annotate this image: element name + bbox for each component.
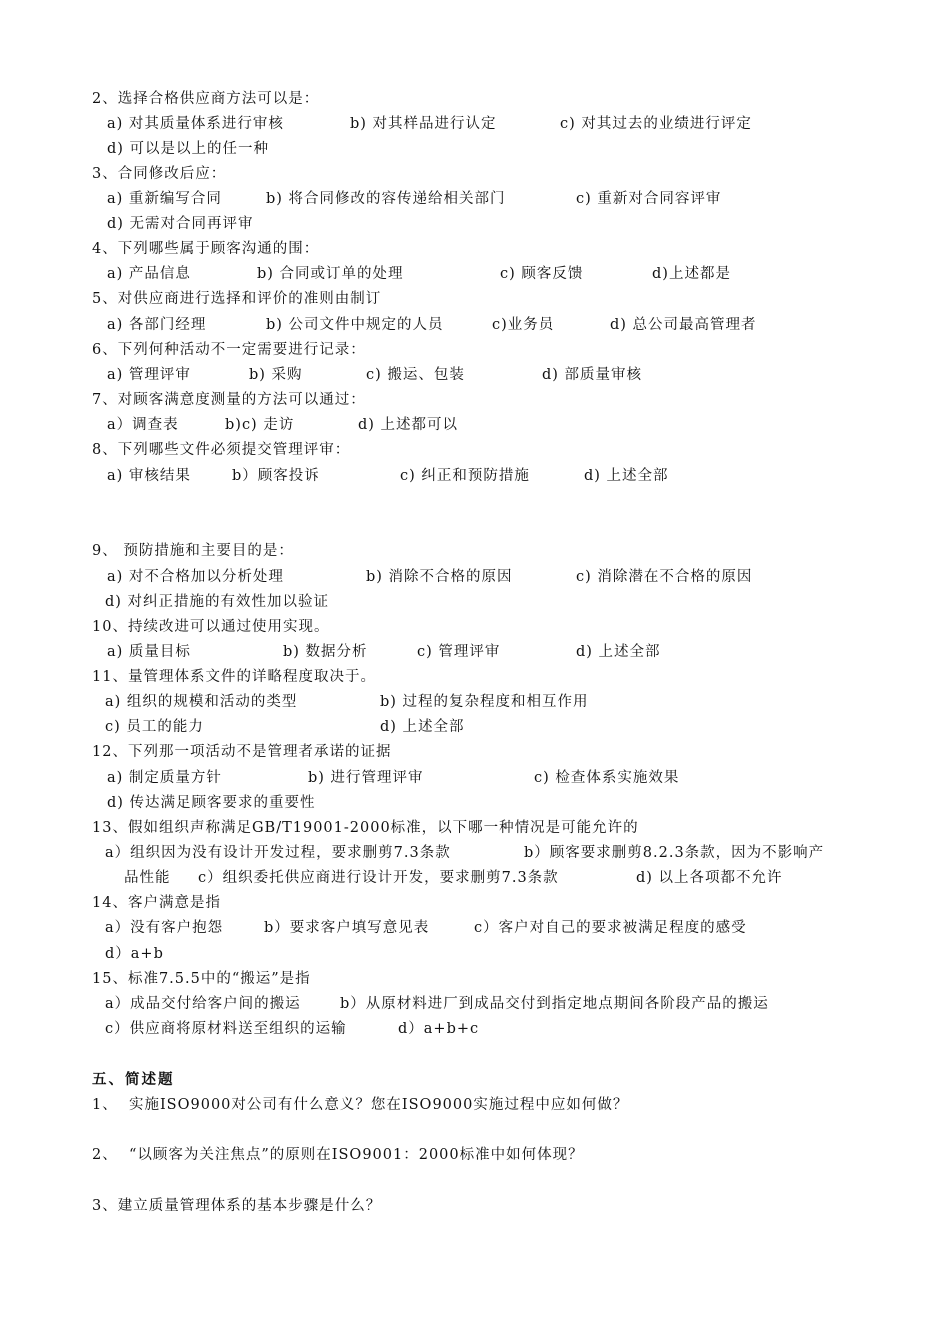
question-text: 3、合同修改后应： [92, 166, 227, 182]
question-2 [0, 88, 320, 110]
option-d: d) 可以是以上的任一种 [107, 141, 270, 157]
option-d: d) 上述都可以 [358, 417, 459, 433]
options-row [0, 1018, 480, 1040]
option-a: a) 各部门经理 [107, 317, 207, 333]
options-row [0, 138, 270, 160]
options-row [0, 263, 731, 285]
option-b-continued: 品性能 [124, 870, 171, 886]
option-c: c) 员工的能力 [105, 719, 204, 735]
option-d: d) 总公司最高管理者 [610, 317, 757, 333]
option-d: d) 上述全部 [584, 468, 669, 484]
option-a: a）没有客户抱怨 [105, 920, 224, 936]
option-c: c) 检查体系实施效果 [534, 770, 680, 786]
option-b: b) 消除不合格的原因 [366, 569, 513, 585]
option-c: c) 搬运、包装 [366, 367, 465, 383]
option-b: b) 将合同修改的容传递给相关部门 [266, 191, 506, 207]
question-text: 7、对顾客满意度测量的方法可以通过： [92, 392, 366, 408]
option-c: c)业务员 [492, 317, 555, 333]
option-a: a）成品交付给客户间的搬运 [105, 996, 301, 1012]
options-row [0, 314, 757, 336]
options-row [0, 792, 316, 814]
option-b: b）顾客要求删剪8.2.3条款，因为不影响产 [524, 845, 825, 861]
question-text: 14、客户满意是指 [92, 895, 221, 911]
essay-text: 3、建立质量管理体系的基本步骤是什么？ [92, 1198, 382, 1214]
question-text: 2、选择合格供应商方法可以是： [92, 91, 320, 107]
question-8 [0, 439, 351, 461]
options-row [0, 414, 459, 436]
question-12 [0, 741, 392, 763]
options-row [0, 591, 330, 613]
option-b: b) 过程的复杂程度和相互作用 [380, 694, 589, 710]
options-row [0, 113, 752, 135]
option-d: d) 部质量审核 [542, 367, 643, 383]
question-text: 4、下列哪些属于顾客沟通的围： [92, 241, 320, 257]
option-d: d) 以上各项都不允许 [636, 870, 783, 886]
option-b: b）要求客户填写意见表 [264, 920, 430, 936]
option-a: a）调查表 [107, 417, 179, 433]
option-b: b) 数据分析 [283, 644, 368, 660]
option-c: c）组织委托供应商进行设计开发，要求删剪7.3条款 [198, 870, 559, 886]
option-d: d) 上述全部 [576, 644, 661, 660]
essay-text: 1、 实施ISO9000对公司有什么意义？您在ISO9000实施过程中应如何做？ [92, 1097, 629, 1113]
options-row [0, 867, 783, 889]
question-7 [0, 389, 366, 411]
options-row [0, 188, 722, 210]
option-d: d）a+b+c [398, 1021, 480, 1037]
options-row [0, 691, 589, 713]
option-a: a) 对不合格加以分析处理 [107, 569, 284, 585]
option-c: c) 管理评审 [417, 644, 501, 660]
section-heading [0, 1069, 175, 1091]
option-c: c）供应商将原材料送至组织的运输 [105, 1021, 347, 1037]
option-a: a) 制定质量方针 [107, 770, 222, 786]
question-5 [0, 288, 382, 310]
option-a: a) 审核结果 [107, 468, 191, 484]
option-a: a) 重新编写合同 [107, 191, 222, 207]
option-b: b）从原材料进厂到成品交付到指定地点期间各阶段产品的搬运 [340, 996, 769, 1012]
option-b: b) 公司文件中规定的人员 [266, 317, 444, 333]
options-row [0, 364, 643, 386]
option-b: b) 采购 [249, 367, 303, 383]
options-row [0, 943, 164, 965]
option-c: c) 纠正和预防措施 [400, 468, 530, 484]
question-text: 5、对供应商进行选择和评价的准则由制订 [92, 291, 382, 307]
option-d: d)上述都是 [652, 266, 731, 282]
options-row [0, 213, 254, 235]
option-d: d）a+b [105, 946, 164, 962]
options-row [0, 917, 747, 939]
option-a: a) 管理评审 [107, 367, 191, 383]
question-text: 6、下列何种活动不一定需要进行记录： [92, 342, 366, 358]
essay-question-2 [0, 1144, 584, 1166]
question-text: 10、持续改进可以通过使用实现。 [92, 619, 330, 635]
question-text: 15、标准7.5.5中的“搬运”是指 [92, 971, 311, 987]
question-9 [0, 540, 294, 562]
question-text: 8、下列哪些文件必须提交管理评审： [92, 442, 351, 458]
options-row [0, 566, 753, 588]
option-bc: b)c) 走访 [225, 417, 295, 433]
option-d: d) 上述全部 [380, 719, 465, 735]
option-d: d) 无需对合同再评审 [107, 216, 254, 232]
options-row [0, 716, 465, 738]
section-title: 五、简述题 [92, 1072, 175, 1088]
essay-question-1 [0, 1094, 629, 1116]
option-a: a) 产品信息 [107, 266, 191, 282]
option-b: b) 进行管理评审 [308, 770, 424, 786]
question-15 [0, 968, 311, 990]
question-3 [0, 163, 227, 185]
question-11 [0, 666, 376, 688]
option-b: b) 对其样品进行认定 [350, 116, 497, 132]
options-row [0, 767, 680, 789]
option-c: c) 对其过去的业绩进行评定 [560, 116, 752, 132]
option-a: a) 组织的规模和活动的类型 [105, 694, 298, 710]
question-text: 11、量管理体系文件的详略程度取决于。 [92, 669, 376, 685]
question-text: 13、假如组织声称满足GB/T19001-2000标准，以下哪一种情况是可能允许的 [92, 820, 639, 836]
question-14 [0, 892, 221, 914]
essay-text: 2、 “以顾客为关注焦点”的原则在ISO9001：2000标准中如何体现？ [92, 1147, 584, 1163]
question-6 [0, 339, 366, 361]
options-row [0, 993, 769, 1015]
option-d: d) 传达满足顾客要求的重要性 [107, 795, 316, 811]
question-4 [0, 238, 320, 260]
question-10 [0, 616, 330, 638]
option-c: c) 重新对合同容评审 [576, 191, 722, 207]
options-row [0, 465, 669, 487]
option-c: c) 顾客反馈 [500, 266, 584, 282]
option-c: c）客户对自己的要求被满足程度的感受 [474, 920, 747, 936]
question-13 [0, 817, 639, 839]
essay-question-3 [0, 1195, 382, 1217]
option-c: c) 消除潜在不合格的原因 [576, 569, 753, 585]
option-d: d) 对纠正措施的有效性加以验证 [105, 594, 330, 610]
option-a: a) 对其质量体系进行审核 [107, 116, 284, 132]
question-text: 12、下列那一项活动不是管理者承诺的证据 [92, 744, 392, 760]
option-a: a）组织因为没有设计开发过程，要求删剪7.3条款 [105, 845, 451, 861]
options-row [0, 641, 661, 663]
question-text: 9、 预防措施和主要目的是： [92, 543, 294, 559]
option-b: b) 合同或订单的处理 [257, 266, 404, 282]
options-row [0, 842, 825, 864]
option-b: b）顾客投诉 [232, 468, 320, 484]
option-a: a) 质量目标 [107, 644, 191, 660]
